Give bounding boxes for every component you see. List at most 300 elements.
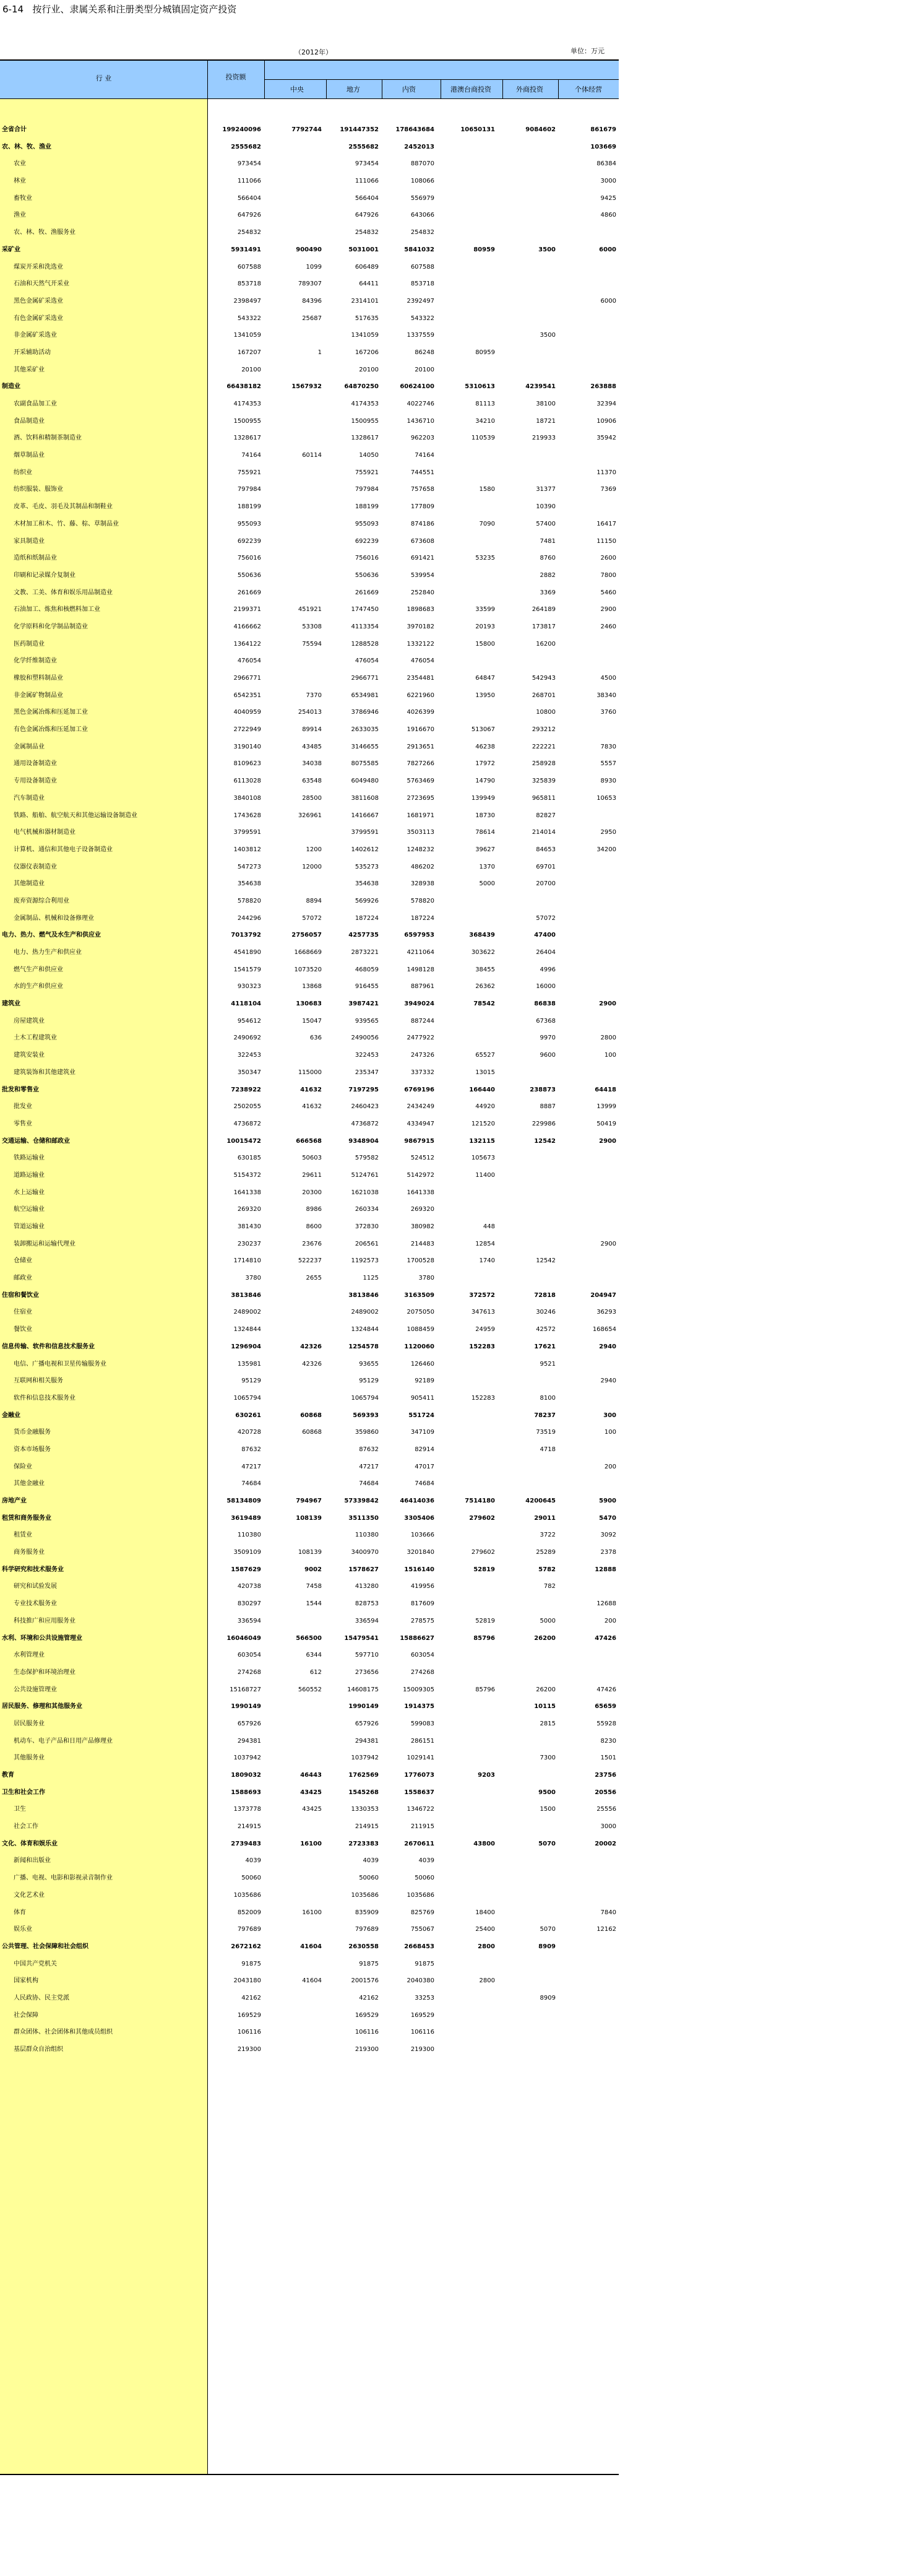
- cell-domestic: 1120060: [404, 1343, 434, 1350]
- row-label: 石油加工、炼焦和核燃料加工业: [14, 606, 100, 614]
- cell-local: 755921: [355, 469, 379, 476]
- table-row: [0, 1133, 619, 1150]
- cell-individual: 10653: [596, 794, 616, 802]
- table-row: [0, 1527, 619, 1544]
- cell-central: 60868: [300, 1412, 322, 1419]
- cell-domestic: 50060: [415, 1875, 434, 1882]
- cell-individual: 20556: [595, 1789, 616, 1796]
- cell-individual: 25556: [596, 1806, 616, 1813]
- cell-domestic: 853718: [410, 280, 434, 288]
- cell-local: 3146655: [351, 743, 379, 750]
- cell-central: 6344: [306, 1652, 322, 1659]
- table-row: [0, 2041, 619, 2058]
- table-row: [0, 841, 619, 859]
- cell-domestic: 5763469: [407, 778, 434, 785]
- cell-individual: 3092: [600, 1532, 616, 1539]
- cell-central: 63548: [302, 778, 322, 785]
- cell-local: 606489: [355, 263, 379, 271]
- cell-local: 260334: [355, 1206, 379, 1213]
- page-title: 6-14 按行业、隶属关系和注册类型分城镇固定资产投资: [2, 4, 237, 15]
- cell-local: 916455: [355, 983, 379, 991]
- cell-central: 1200: [306, 846, 322, 853]
- cell-central: 8894: [306, 897, 322, 904]
- table-row: [0, 139, 619, 156]
- cell-local: 1747450: [351, 606, 379, 614]
- cell-hk-mo-tw: 18730: [475, 812, 495, 819]
- cell-hk-mo-tw: 85796: [473, 1634, 495, 1642]
- cell-foreign: 4718: [540, 1446, 556, 1453]
- row-label: 化学纤维制造业: [14, 657, 57, 665]
- cell-local: 2633035: [351, 726, 379, 734]
- cell-domestic: 15886627: [400, 1634, 434, 1642]
- cell-hk-mo-tw: 81113: [475, 401, 495, 407]
- cell-foreign: 67368: [536, 1017, 556, 1025]
- cell-central: 254013: [298, 709, 322, 716]
- row-label: 社会工作: [14, 1823, 38, 1831]
- header-divider: [558, 79, 559, 99]
- table-row: [0, 173, 619, 190]
- row-label: 铁路运输业: [14, 1155, 45, 1162]
- cell-hk-mo-tw: 38455: [475, 966, 495, 973]
- cell-central: 50603: [302, 1155, 322, 1162]
- row-label: 新闻和出版业: [14, 1857, 51, 1865]
- cell-hk-mo-tw: 166440: [469, 1086, 495, 1093]
- cell-central: 130683: [296, 1000, 322, 1008]
- table-row: [0, 1630, 619, 1647]
- row-label: 全省合计: [2, 126, 27, 133]
- cell-total: 230237: [237, 1240, 261, 1247]
- row-label: 中国共产党机关: [14, 1960, 57, 1967]
- cell-domestic: 4211064: [407, 949, 434, 956]
- cell-local: 550636: [355, 571, 379, 579]
- row-label: 纺织业: [14, 469, 32, 476]
- table-row: [0, 790, 619, 807]
- cell-individual: 8230: [600, 1737, 616, 1745]
- row-label: 其他服务业: [14, 1754, 45, 1762]
- cell-foreign: 264189: [532, 606, 556, 614]
- row-label: 林业: [14, 178, 26, 185]
- table-row: [0, 464, 619, 482]
- table-row: [0, 944, 619, 961]
- cell-foreign: 7300: [540, 1754, 556, 1762]
- cell-total: 603054: [237, 1652, 261, 1659]
- table-row: [0, 1013, 619, 1030]
- table-row: [0, 1972, 619, 1990]
- cell-foreign: 26200: [534, 1634, 556, 1642]
- cell-central: 522237: [298, 1257, 322, 1265]
- cell-central: 9002: [304, 1566, 322, 1573]
- cell-local: 95129: [359, 1377, 379, 1385]
- cell-total: 4736872: [233, 1120, 261, 1127]
- unit-label: 单位：万元: [570, 47, 605, 55]
- cell-hk-mo-tw: 5310613: [465, 383, 495, 391]
- row-label: 建筑安装业: [14, 1052, 45, 1059]
- cell-hk-mo-tw: 139949: [471, 794, 495, 802]
- cell-local: 6049480: [351, 778, 379, 785]
- cell-local: 1037942: [351, 1754, 379, 1762]
- cell-foreign: 73519: [536, 1429, 556, 1436]
- cell-total: 547273: [237, 863, 261, 870]
- row-label: 资本市场服务: [14, 1446, 51, 1453]
- cell-total: 607588: [237, 263, 261, 271]
- cell-total: 930323: [237, 983, 261, 991]
- cell-local: 2314101: [351, 297, 379, 305]
- cell-domestic: 419956: [410, 1583, 434, 1590]
- table-row: [0, 155, 619, 173]
- cell-foreign: 5070: [540, 1926, 556, 1933]
- cell-total: 74684: [241, 1480, 261, 1488]
- cell-local: 14050: [359, 452, 379, 459]
- cell-total: 954612: [237, 1017, 261, 1025]
- table-row: [0, 1595, 619, 1613]
- cell-foreign: 5070: [538, 1840, 556, 1847]
- table-row: [0, 755, 619, 773]
- cell-central: 34038: [302, 760, 322, 768]
- cell-domestic: 524512: [410, 1155, 434, 1162]
- row-label: 群众团体、社会团体和其他成员组织: [14, 2029, 113, 2036]
- cell-central: 2655: [306, 1275, 322, 1282]
- cell-hk-mo-tw: 105673: [471, 1155, 495, 1162]
- cell-foreign: 7481: [540, 537, 556, 545]
- cell-local: 2630558: [348, 1943, 379, 1950]
- cell-local: 3786946: [351, 709, 379, 716]
- cell-total: 543322: [237, 314, 261, 322]
- row-label: 烟草制品业: [14, 452, 45, 459]
- cell-total: 381430: [237, 1223, 261, 1230]
- header-foreign: 外商投资: [516, 85, 543, 93]
- cell-total: 16046049: [226, 1634, 261, 1642]
- cell-local: 273656: [355, 1668, 379, 1676]
- cell-domestic: 347109: [410, 1429, 434, 1436]
- cell-total: 4541890: [233, 949, 261, 956]
- cell-local: 692239: [355, 537, 379, 545]
- cell-local: 1192573: [351, 1257, 379, 1265]
- cell-hk-mo-tw: 368439: [469, 932, 495, 939]
- cell-local: 294381: [355, 1737, 379, 1745]
- cell-individual: 2900: [599, 1000, 616, 1008]
- cell-hk-mo-tw: 24959: [475, 1326, 495, 1334]
- cell-foreign: 542943: [532, 675, 556, 682]
- cell-foreign: 5000: [540, 1617, 556, 1624]
- cell-local: 57339842: [344, 1498, 379, 1504]
- cell-local: 1288528: [351, 640, 379, 648]
- table-row: [0, 978, 619, 995]
- table-row: [0, 1887, 619, 1904]
- cell-foreign: 325839: [532, 778, 556, 785]
- cell-hk-mo-tw: 64847: [475, 675, 495, 682]
- cell-central: 41604: [300, 1943, 322, 1950]
- cell-domestic: 486202: [410, 863, 434, 870]
- cell-individual: 12688: [596, 1600, 616, 1608]
- table-row: [0, 1510, 619, 1527]
- cell-total: 4039: [245, 1857, 261, 1865]
- cell-foreign: 3500: [538, 246, 556, 253]
- table-row: [0, 310, 619, 327]
- row-label: 农业: [14, 160, 26, 168]
- cell-local: 74684: [359, 1480, 379, 1488]
- cell-domestic: 1776073: [404, 1772, 434, 1779]
- cell-domestic: 887070: [410, 160, 434, 168]
- table-row: [0, 1613, 619, 1630]
- cell-foreign: 173817: [532, 623, 556, 630]
- cell-local: 2460423: [351, 1103, 379, 1111]
- cell-domestic: 380982: [410, 1223, 434, 1230]
- cell-local: 91875: [359, 1960, 379, 1967]
- cell-central: 43425: [300, 1789, 322, 1796]
- cell-total: 566404: [237, 194, 261, 202]
- row-label: 黑色金属矿采选业: [14, 297, 63, 305]
- cell-total: 550636: [237, 571, 261, 579]
- cell-hk-mo-tw: 7090: [479, 520, 495, 527]
- cell-foreign: 214014: [532, 829, 556, 836]
- cell-total: 756016: [237, 555, 261, 562]
- cell-local: 3813846: [348, 1291, 379, 1299]
- cell-local: 111066: [355, 178, 379, 185]
- cell-domestic: 247326: [410, 1052, 434, 1059]
- cell-local: 8075585: [351, 760, 379, 768]
- row-label: 其他制造业: [14, 880, 45, 888]
- cell-foreign: 18721: [536, 417, 556, 425]
- table-row: [0, 618, 619, 636]
- table-row: [0, 1459, 619, 1476]
- row-label: 体育: [14, 1909, 26, 1916]
- cell-total: 2966771: [233, 675, 261, 682]
- cell-domestic: 817609: [410, 1600, 434, 1608]
- cell-foreign: 47400: [534, 932, 556, 939]
- cell-domestic: 91875: [415, 1960, 434, 1967]
- cell-individual: 5470: [599, 1514, 616, 1522]
- cell-individual: 3000: [600, 1823, 616, 1831]
- cell-total: 1037942: [233, 1754, 261, 1762]
- table-row: [0, 824, 619, 841]
- cell-total: 74164: [241, 452, 261, 459]
- cell-individual: 2800: [600, 1034, 616, 1042]
- cell-local: 4174353: [351, 401, 379, 407]
- table-row: [0, 1818, 619, 1836]
- cell-hk-mo-tw: 11400: [475, 1171, 495, 1179]
- cell-foreign: 5782: [538, 1566, 556, 1573]
- cell-local: 235347: [355, 1069, 379, 1076]
- row-label: 建筑装饰和其他建筑业: [14, 1069, 75, 1076]
- cell-central: 1: [317, 349, 322, 356]
- row-label: 食品制造业: [14, 417, 45, 425]
- row-label: 电力、热力生产和供应业: [14, 949, 82, 956]
- cell-total: 354638: [237, 880, 261, 888]
- table-row: [0, 636, 619, 653]
- row-label: 木材加工和木、竹、藤、棕、草制品业: [14, 520, 119, 527]
- table-row: [0, 396, 619, 413]
- cell-individual: 4500: [600, 675, 616, 682]
- cell-foreign: 9084602: [525, 126, 556, 133]
- cell-total: 20100: [241, 366, 261, 373]
- cell-local: 206561: [355, 1240, 379, 1247]
- cell-local: 1330353: [351, 1806, 379, 1813]
- row-label: 有色金属矿采选业: [14, 314, 63, 322]
- cell-total: 254832: [237, 229, 261, 236]
- table-row: [0, 1270, 619, 1287]
- cell-central: 1567932: [291, 383, 322, 391]
- cell-hk-mo-tw: 53235: [475, 555, 495, 562]
- cell-local: 657926: [355, 1720, 379, 1727]
- row-label: 有色金属冶炼和压延加工业: [14, 726, 88, 734]
- cell-foreign: 293212: [532, 726, 556, 734]
- cell-total: 2489002: [233, 1309, 261, 1316]
- table-top-border: [0, 59, 619, 61]
- row-label: 金融业: [2, 1412, 20, 1419]
- cell-central: 42326: [300, 1343, 322, 1350]
- cell-total: 95129: [241, 1377, 261, 1385]
- row-label: 房地产业: [2, 1498, 27, 1504]
- cell-domestic: 278575: [410, 1617, 434, 1624]
- cell-foreign: 82827: [536, 812, 556, 819]
- cell-central: 25687: [302, 314, 322, 322]
- row-label: 生态保护和环境治理业: [14, 1668, 75, 1676]
- cell-local: 47217: [359, 1463, 379, 1470]
- cell-total: 1403812: [233, 846, 261, 853]
- cell-hk-mo-tw: 13950: [475, 692, 495, 699]
- header-divider: [264, 59, 265, 99]
- cell-domestic: 86248: [415, 349, 434, 356]
- table-row: [0, 1167, 619, 1184]
- cell-local: 828753: [355, 1600, 379, 1608]
- cell-domestic: 673608: [410, 537, 434, 545]
- table-row: [0, 1990, 619, 2007]
- table-row: [0, 687, 619, 705]
- cell-individual: 47426: [596, 1686, 616, 1693]
- cell-total: 5154372: [233, 1171, 261, 1179]
- table-row: [0, 1321, 619, 1338]
- cell-central: 1099: [306, 263, 322, 271]
- cell-local: 5124761: [351, 1171, 379, 1179]
- row-label: 土木工程建筑业: [14, 1034, 57, 1042]
- cell-domestic: 2670611: [404, 1840, 434, 1847]
- cell-hk-mo-tw: 7514180: [465, 1498, 495, 1504]
- cell-individual: 32394: [596, 401, 616, 407]
- cell-local: 1341059: [351, 332, 379, 339]
- header-divider: [326, 79, 327, 99]
- cell-local: 20100: [359, 366, 379, 373]
- table-row: [0, 481, 619, 498]
- cell-foreign: 26404: [536, 949, 556, 956]
- cell-individual: 50419: [596, 1120, 616, 1127]
- cell-individual: 2950: [600, 829, 616, 836]
- cell-local: 835909: [355, 1909, 379, 1916]
- cell-foreign: 8760: [540, 555, 556, 562]
- cell-central: 115000: [298, 1069, 322, 1076]
- cell-domestic: 6769196: [404, 1086, 434, 1093]
- cell-domestic: 47017: [415, 1463, 434, 1470]
- cell-total: 3509109: [233, 1549, 261, 1556]
- cell-foreign: 9970: [540, 1034, 556, 1042]
- cell-total: 973454: [237, 160, 261, 168]
- row-label: 电信、广播电视和卫星传输服务业: [14, 1360, 106, 1368]
- cell-foreign: 3722: [540, 1532, 556, 1539]
- cell-central: 8600: [306, 1223, 322, 1230]
- cell-foreign: 31377: [536, 486, 556, 493]
- cell-domestic: 825769: [410, 1909, 434, 1916]
- cell-domestic: 3970182: [407, 623, 434, 630]
- table-row: [0, 516, 619, 533]
- cell-domestic: 74684: [415, 1480, 434, 1488]
- cell-domestic: 169529: [410, 2011, 434, 2019]
- cell-domestic: 1346722: [407, 1806, 434, 1813]
- table-row: [0, 1338, 619, 1356]
- cell-domestic: 46414036: [400, 1498, 434, 1504]
- cell-individual: 7830: [600, 743, 616, 750]
- table-row: [0, 1201, 619, 1218]
- header-industry: 行 业: [95, 74, 112, 82]
- cell-hk-mo-tw: 1580: [479, 486, 495, 493]
- cell-total: 2555682: [231, 143, 261, 150]
- header-divider: [502, 79, 503, 99]
- cell-local: 1402612: [351, 846, 379, 853]
- cell-foreign: 30246: [536, 1309, 556, 1316]
- table-row: [0, 293, 619, 310]
- cell-hk-mo-tw: 279602: [469, 1514, 495, 1522]
- cell-domestic: 6221960: [407, 692, 434, 699]
- row-label: 渔业: [14, 212, 26, 219]
- cell-total: 2043180: [233, 1977, 261, 1985]
- cell-local: 1416667: [351, 812, 379, 819]
- cell-central: 75594: [302, 640, 322, 648]
- cell-domestic: 187224: [410, 914, 434, 922]
- cell-foreign: 12542: [536, 1257, 556, 1265]
- cell-central: 326961: [298, 812, 322, 819]
- cell-individual: 4860: [600, 212, 616, 219]
- cell-total: 3780: [245, 1275, 261, 1282]
- cell-local: 647926: [355, 212, 379, 219]
- cell-foreign: 268701: [532, 692, 556, 699]
- cell-total: 214915: [237, 1823, 261, 1831]
- row-label: 装卸搬运和运输代理业: [14, 1240, 75, 1247]
- cell-individual: 20002: [595, 1840, 616, 1847]
- cell-local: 1500955: [351, 417, 379, 425]
- cell-total: 797984: [237, 486, 261, 493]
- cell-foreign: 8887: [540, 1103, 556, 1111]
- cell-total: 420738: [237, 1583, 261, 1590]
- cell-individual: 38340: [596, 692, 616, 699]
- cell-foreign: 25289: [536, 1549, 556, 1556]
- row-label: 机动车、电子产品和日用产品修理业: [14, 1737, 113, 1745]
- table-row: [0, 1698, 619, 1715]
- row-label: 水的生产和供应业: [14, 983, 63, 991]
- cell-central: 89914: [302, 726, 322, 734]
- row-label: 非金属矿采选业: [14, 332, 57, 339]
- cell-domestic: 328938: [410, 880, 434, 888]
- table-row: [0, 1287, 619, 1304]
- cell-total: 91875: [241, 1960, 261, 1967]
- cell-individual: 300: [603, 1412, 616, 1419]
- row-label: 石油和天然气开采业: [14, 280, 69, 288]
- cell-central: 789307: [298, 280, 322, 288]
- cell-local: 2001576: [351, 1977, 379, 1985]
- cell-domestic: 643066: [410, 212, 434, 219]
- row-label: 批发和零售业: [2, 1086, 39, 1093]
- cell-individual: 3000: [600, 178, 616, 185]
- cell-domestic: 3780: [418, 1275, 434, 1282]
- cell-total: 87632: [241, 1446, 261, 1453]
- header-central: 中央: [290, 85, 304, 93]
- cell-foreign: 72818: [534, 1291, 556, 1299]
- cell-domestic: 1516140: [404, 1566, 434, 1573]
- cell-hk-mo-tw: 43800: [473, 1840, 495, 1847]
- cell-foreign: 57400: [536, 520, 556, 527]
- row-label: 建筑业: [2, 1000, 20, 1008]
- cell-foreign: 10390: [536, 503, 556, 511]
- cell-foreign: 258928: [532, 760, 556, 768]
- cell-local: 42162: [359, 1994, 379, 2001]
- cell-local: 797984: [355, 486, 379, 493]
